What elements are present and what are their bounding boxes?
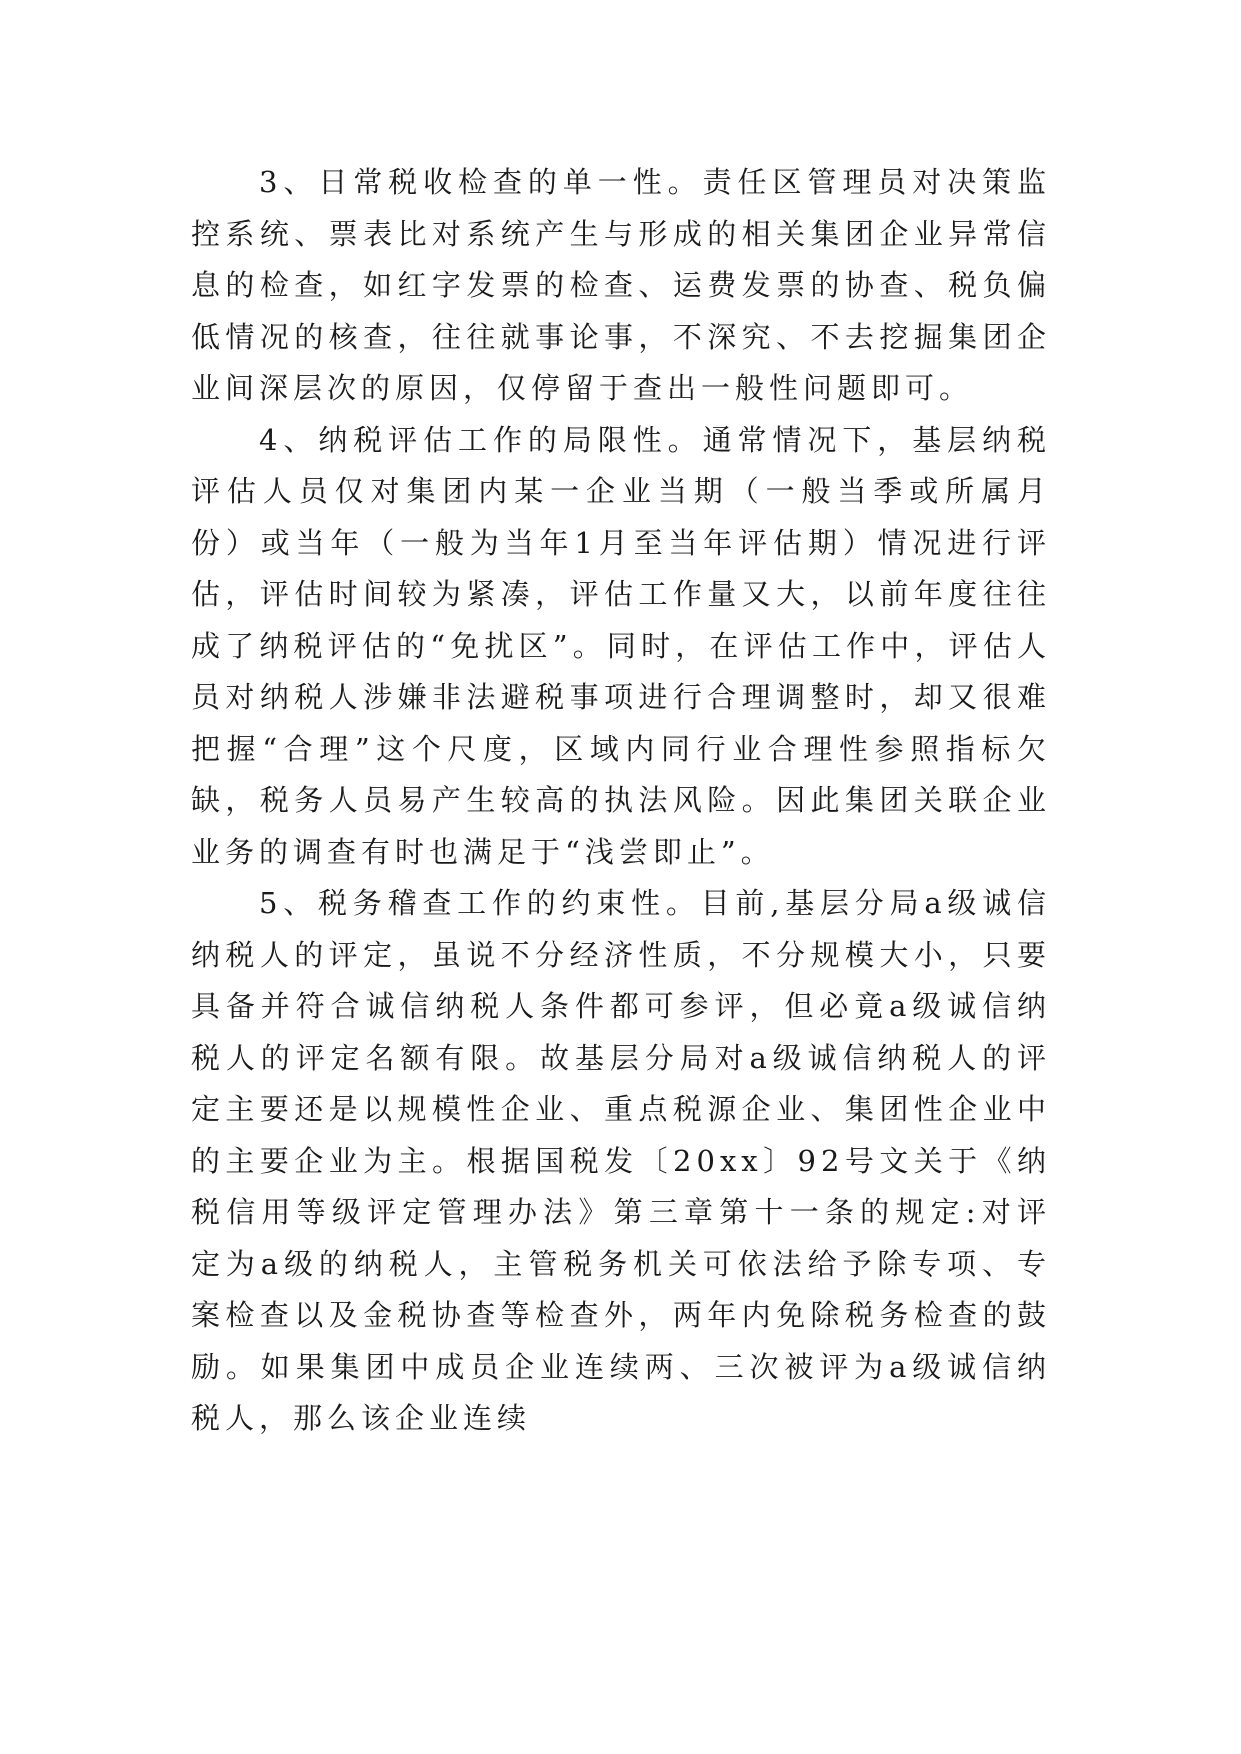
paragraph-item-3: 3、日常税收检查的单一性。责任区管理员对决策监控系统、票表比对系统产生与形成的相关集团企业异常信息的检查，如红字发票的检查、运费发票的协查、税负偏低情况的核查，往往就事论事，不深究、不去挖掘集团企业间深层次的原因，仅停留于查出一般性问题即可。 xyxy=(191,165,1051,405)
document-body xyxy=(191,157,1051,1445)
paragraph-item-4: 4、纳税评估工作的局限性。通常情况下，基层纳税评估人员仅对集团内某一企业当期（一般当季或所属月份）或当年（一般为当年1月至当年评估期）情况进行评估，评估时间较为紧凑，评估工作量又大，以前年度往往成了纳税评估的“免扰区”。同时，在评估工作中，评估人员对纳税人涉嫌非法避税事项进行合理调整时，却又很难把握“合理”这个尺度，区域内同行业合理性参照指标欠缺，税务人员易产生较高的执法风险。因此集团关联企业业务的调查有时也满足于“浅尝即止”。 xyxy=(191,422,1051,869)
paragraph-item-5: 5、税务稽查工作的约束性。目前,基层分局a级诚信纳税人的评定，虽说不分经济性质，不分规模大小，只要具备并符合诚信纳税人条件都可参评，但必竟a级诚信纳税人的评定名额有限。故基层分局对a级诚信纳税人的评定主要还是以规模性企业、重点税源企业、集团性企业中的主要企业为主。根据国税发〔20xx〕92号文关于《纳税信用等级评定管理办法》第三章第十一条的规定:对评定为a级的纳税人，主管税务机关可依法给予除专项、专案检查以及金税协查等检查外，两年内免除税务检查的鼓励。如果集团中成员企业连续两、三次被评为a级诚信纳税人，那么该企业连续 xyxy=(191,886,1051,1435)
